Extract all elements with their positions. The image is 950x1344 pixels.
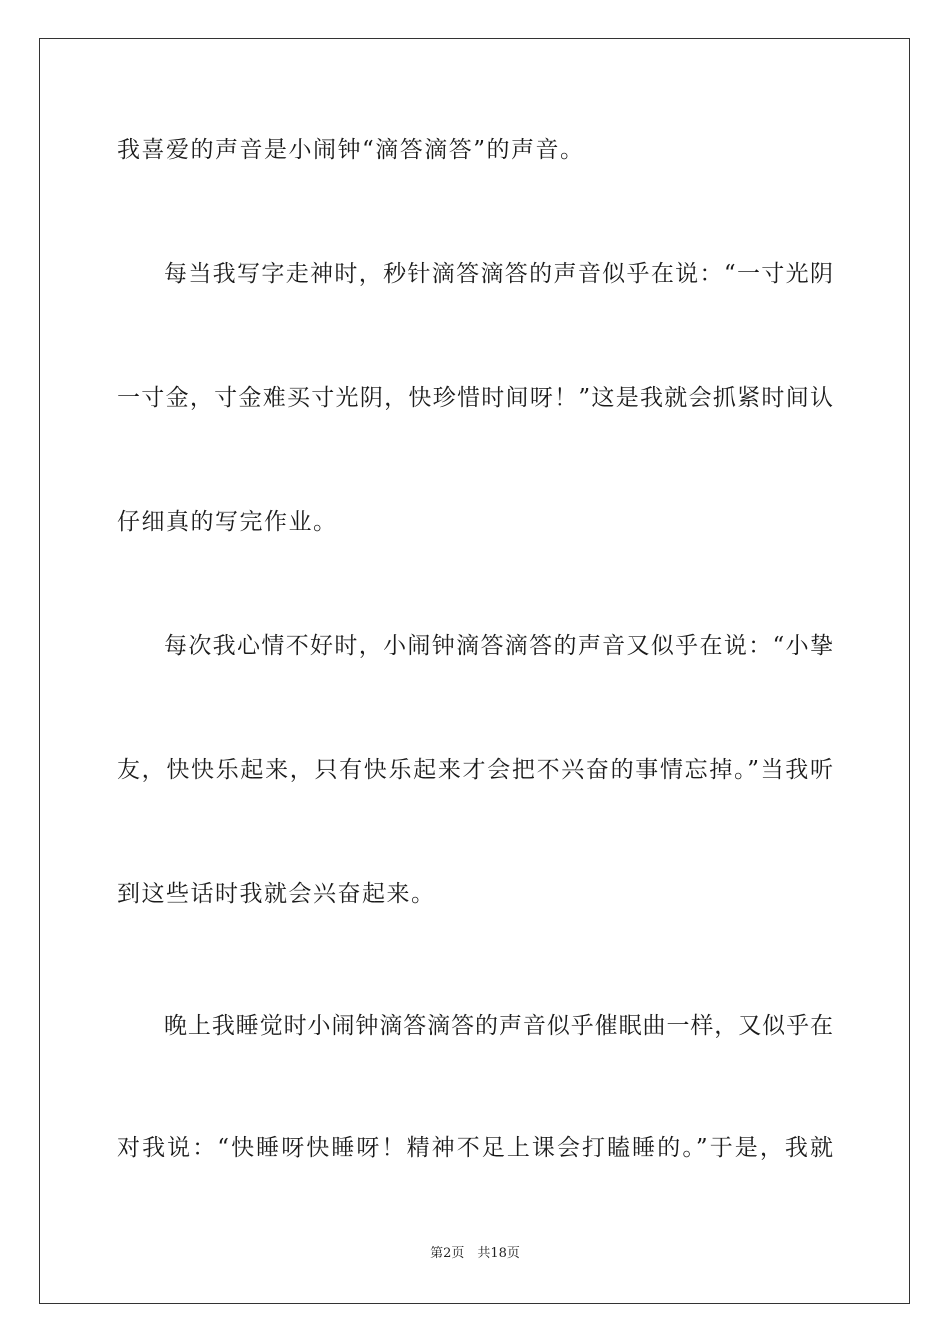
paragraph-4-line-2: 对我说：“快睡呀快睡呀！精神不足上课会打瞌睡的。”于是，我就 <box>117 1135 833 1161</box>
paragraph-3-line-3: 到这些话时我就会兴奋起来。 <box>117 881 436 907</box>
page-border <box>39 38 910 1304</box>
paragraph-4-line-1: 晚上我睡觉时小闹钟滴答滴答的声音似乎催眠曲一样，又似乎在 <box>164 1013 833 1039</box>
paragraph-1-line-1: 我喜爱的声音是小闹钟“滴答滴答”的声音。 <box>117 137 585 163</box>
paragraph-3-line-2: 友，快快乐起来，只有快乐起来才会把不兴奋的事情忘掉。”当我听 <box>117 757 833 783</box>
paragraph-2-line-1: 每当我写字走神时，秒针滴答滴答的声音似乎在说：“一寸光阴 <box>164 261 833 287</box>
paragraph-2-line-3: 仔细真的写完作业。 <box>117 509 338 535</box>
paragraph-2-line-2: 一寸金，寸金难买寸光阴，快珍惜时间呀！”这是我就会抓紧时间认 <box>117 385 833 411</box>
page-number-footer: 第2页 共18页 <box>430 1246 520 1261</box>
paragraph-3-line-1: 每次我心情不好时，小闹钟滴答滴答的声音又似乎在说：“小挚 <box>164 633 833 659</box>
